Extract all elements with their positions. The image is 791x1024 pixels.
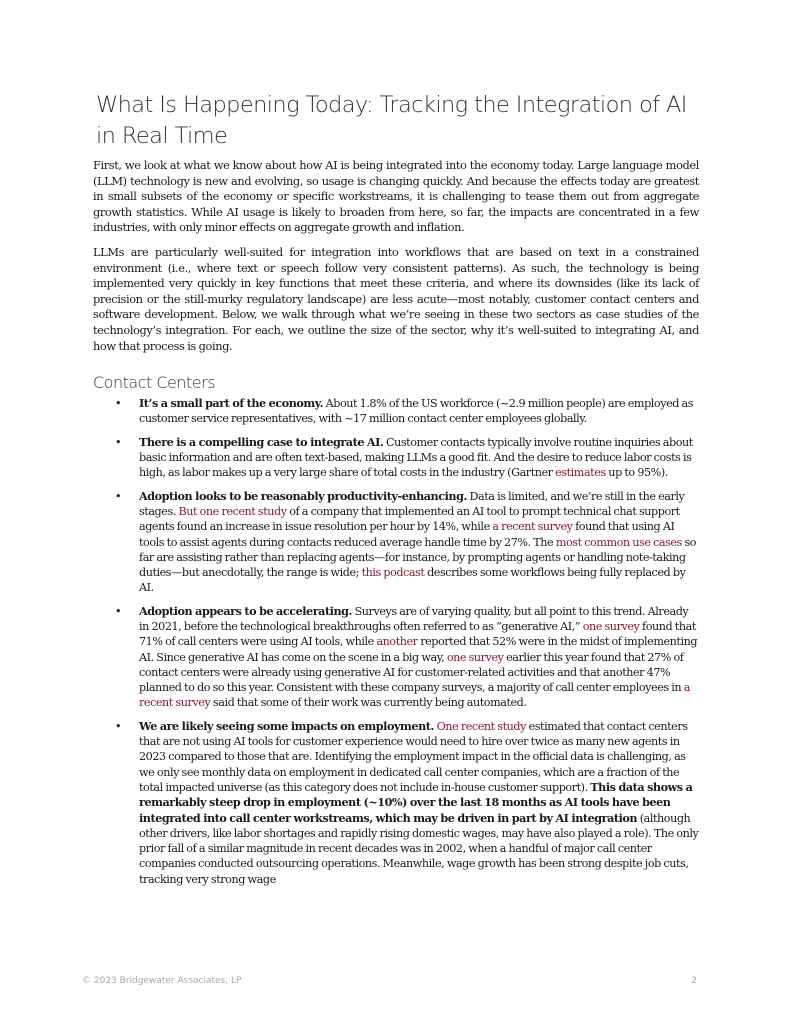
bullet-lead: We are likely seeing some impacts on employment. (139, 718, 434, 733)
link-podcast[interactable]: this podcast (361, 566, 425, 580)
link-one-survey-2023[interactable]: one survey (446, 650, 504, 664)
bullet-text: of a company that implemented an AI tool to prompt technical chat support agents found an increase in issue resolution per hour by 14%, while (139, 504, 680, 534)
copyright: © 2023 Bridgewater Associates, LP (82, 976, 242, 986)
link-gartner-estimates[interactable]: estimates (555, 466, 606, 480)
bullet-text: Customer contacts typically involve routine inquiries about basic information and are often text-based, making LLMs a good fit. And the desire to reduce labor costs is high, as labor makes up a very large share of total costs in the industry (Gartner (139, 435, 693, 480)
link-use-cases[interactable]: most common use cases (555, 535, 682, 549)
bullet-text: Data is limited, and we’re still in the early stages. (139, 489, 685, 518)
bullet-text: said that some of their work was currently being automated. (210, 696, 527, 710)
bullet-lead: Adoption looks to be reasonably productivity-enhancing. (139, 488, 467, 503)
bullet-list (93, 396, 699, 887)
page-number: 2 (691, 976, 697, 986)
bullet-text: up to 95%). (605, 466, 668, 480)
bullet-emphasis: This data shows a remarkably steep drop in employment (~10%) over the last 18 months as AI tools have been integrated into call center workstreams, which may be driven in part by AI integration (139, 779, 693, 825)
link-employee-survey[interactable]: a recent survey (139, 681, 691, 710)
bullet-compelling-case (93, 435, 699, 481)
bullet-lead: There is a compelling case to integrate AI. (139, 434, 384, 449)
intro-paragraph: First, we look at what we know about how AI is being integrated into the economy today. Large language model (LLM) technology is new and evolving, so usage is changing quickly. And because the effects today are greatest in small subsets of the economy or specific workstreams, it is challenging to tease them out from aggregate growth statistics. While AI usage is likely to broaden from here, so far, the impacts are concentrated in a few industries, with only minor effects on aggregate growth and inflation. (93, 158, 699, 235)
bullet-text: About 1.8% of the US workforce (~2.9 million people) are employed as customer service representatives, with ~17 million contact center employees globally. (139, 397, 694, 426)
bullet-text: found that using AI tools to assist agents during contacts reduced average handle time by 27%. The (139, 520, 675, 549)
link-recent-survey[interactable]: a recent survey (492, 520, 573, 534)
page-footer (82, 976, 697, 986)
bullet-text: Surveys are of varying quality, but all point to this trend. Already in 2021, before the technological breakthroughs often referred to as “generative AI,” (139, 604, 689, 633)
link-recent-study[interactable]: But one recent study (178, 504, 287, 518)
page-title: What Is Happening Today: Tracking the Integration of AI in Real Time (96, 92, 687, 149)
bullet-small-part (93, 396, 699, 427)
link-another[interactable]: another (376, 635, 418, 649)
bullet-lead: Adoption appears to be accelerating. (139, 603, 352, 618)
bullet-text: so far are assisting rather than replacing agents—for instance, by prompting agents or handling note-taking duties—but anecdotally, the range is wide; (139, 535, 697, 580)
section-heading: Contact Centers (93, 373, 216, 393)
bullet-employment (93, 719, 699, 887)
bullet-text: (although other drivers, like labor shortages and rapidly rising domestic wages, may have also played a role). The only prior fall of a similar magnitude in recent decades was in 2002, when a handful of major call center companies conducted outsourcing operations. Meanwhile, wage growth has been strong despite job cuts, tracking very strong wage (139, 811, 699, 886)
bullet-text: estimated that contact centers that are not using AI tools for customer experience would need to hire over twice as many new agents in 2023 compared to those that are. Identifying the employment impact in the official data is challenging, as we only see monthly data on employment in dedicated call center companies, which are a fraction of the total impacted universe (as this category does not include in-house customer support). (139, 719, 688, 794)
bullet-text: describes some workflows being fully replaced by AI. (139, 566, 686, 595)
bullet-productivity (93, 489, 699, 596)
bullet-lead: It’s a small part of the economy. (139, 396, 324, 411)
document-body (93, 90, 699, 895)
context-paragraph: LLMs are particularly well-suited for integration into workflows that are based on text in a constrained environment (i.e., where text or speech follow very consistent patterns). As such, the technology is being implemented very quickly in key functions that meet these criteria, and where its downsides (like its lack of precision or the still-murky regulatory landscape) are less acute—most notably, customer contact centers and software development. Below, we walk through what we’re seeing in these two sectors as case studies of the technology’s integration. For each, we outline the size of the sector, why it’s well-suited to integrating AI, and how that process is going. (93, 244, 699, 353)
link-one-recent-study[interactable]: One recent study (436, 719, 526, 733)
bullet-text: earlier this year found that 27% of contact centers were already using generative AI for customer-related activities and that another 47% planned to do so this year. Consistent with these company surveys, a majority of call center employees in (139, 650, 684, 695)
link-one-survey-2021[interactable]: one survey (582, 619, 640, 633)
bullet-text: reported that 52% were in the midst of implementing AI. Since generative AI has come on the scene in a big way, (139, 635, 698, 664)
bullet-accelerating (93, 604, 699, 711)
bullet-text: found that 71% of call centers were using AI tools, while (139, 619, 696, 649)
